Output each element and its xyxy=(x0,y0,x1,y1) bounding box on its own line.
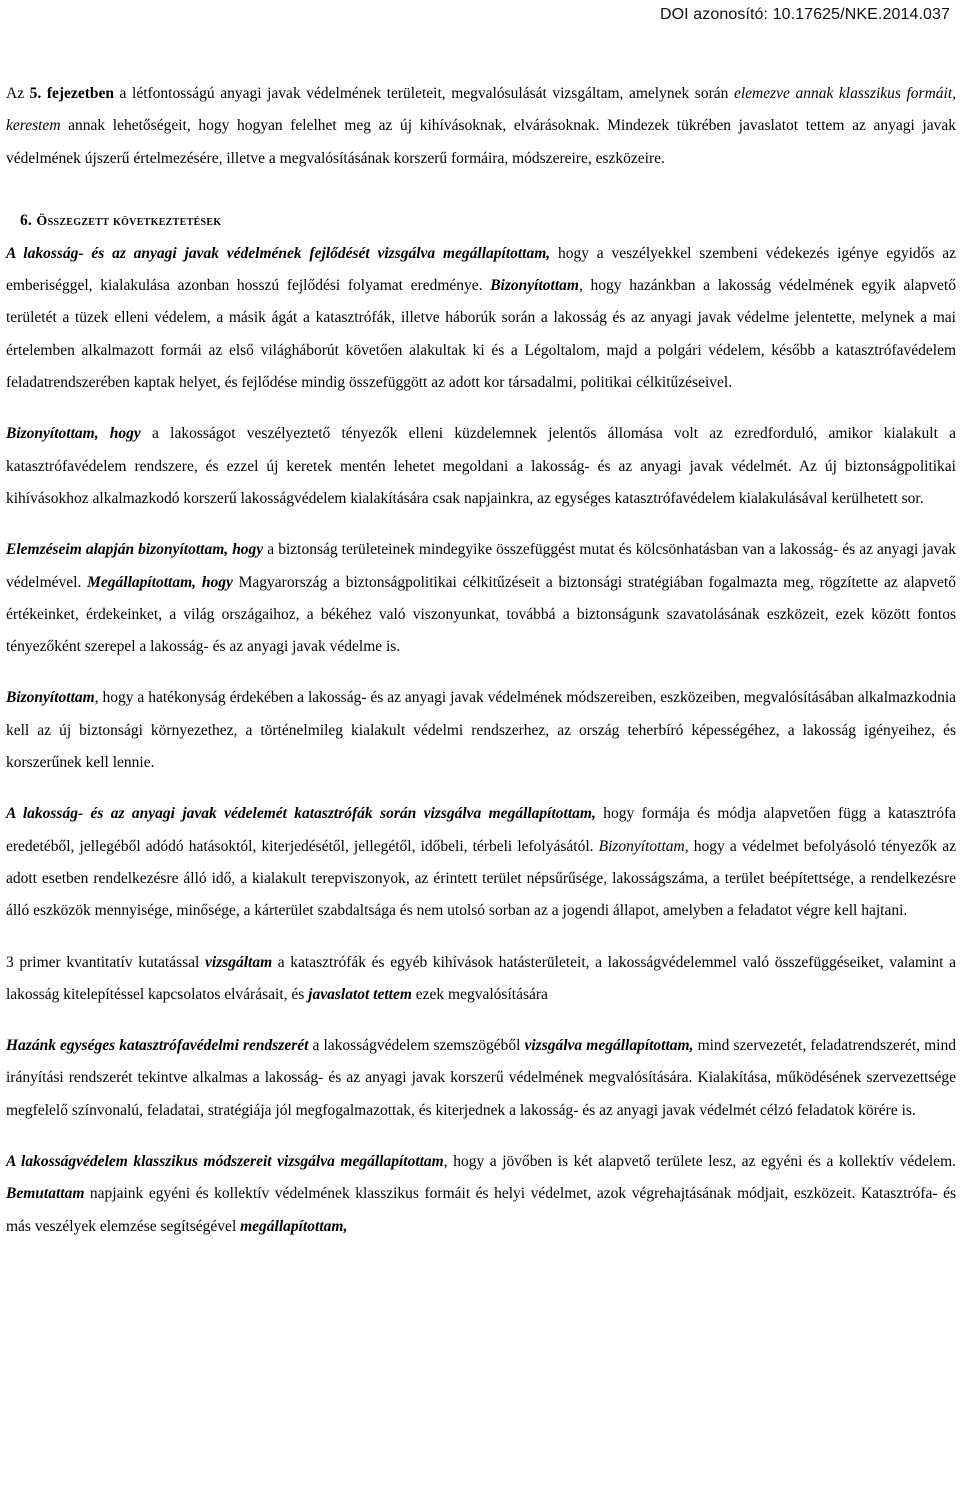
paragraph-8 xyxy=(6,1146,956,1243)
paragraph-text: napjaink egyéni és kollektív védelmének klasszikus formáit és helyi védelmet, azok végrehajtásának módjait, eszközeit. Katasztrófa- és más veszélyek elemzése segítségével xyxy=(6,1185,956,1235)
key-finding: vizsgálva megállapítottam, xyxy=(524,1037,694,1055)
intro-text: annak lehetőségeit, hogy hogyan felelhet meg az új kihívásoknak, elvárásoknak. Mindezek tükrében javaslatot tettem az anyagi javak védelmének újszerű értelmezésére, illetve a megvalósításának korszerű formáira, módszereire, eszközeire. xyxy=(6,117,956,167)
key-finding: Megállapítottam, hogy xyxy=(87,573,233,591)
emphasis-text: Bizonyítottam xyxy=(598,837,685,855)
section-heading xyxy=(6,205,956,238)
paragraph-text: a katasztrófák és egyéb kihívások hatásterületeit, a lakosságvédelemmel való összefüggéseiket, valamint a lakosság kitelepítéssel kapcsolatos elvárásait, és xyxy=(6,953,956,1003)
paragraph-text: a lakosságot veszélyeztető tényezők elleni küzdelemnek jelentős állomása volt az ezredforduló, amikor kialakult a katasztrófavédelem rendszere, és ezzel új keretek mentén lehetet megoldani a lakosság- és az anyagi javak védelmét. Az új biztonságpolitikai kihívásokhoz alkalmazkodó korszerű lakosságvédelem kialakítására csak napjainkra, az egységes katasztrófavédelem kialakulásával kerülhetett sor. xyxy=(6,425,956,507)
paragraph-text: a biztonság területeinek mindegyike összefüggést mutat és kölcsönhatásban van a lakosság- és az anyagi javak védelmével. xyxy=(6,541,956,591)
key-finding: Bizonyítottam, hogy xyxy=(6,425,141,443)
intro-text: Az xyxy=(6,85,30,102)
section-number: 6. xyxy=(20,211,37,229)
paragraph-text: hogy formája és módja alapvetően függ a katasztrófa eredetéből, jellegéből adódó hatásoktól, kiterjedésétől, jellegétől, időbeli, térbeli lefolyásától. xyxy=(6,805,956,855)
key-finding: Bizonyítottam xyxy=(490,277,579,295)
paragraph-text: , hogy a jövőben is két alapvető területe lesz, az egyéni és a kollektív védelem. xyxy=(443,1153,956,1171)
paragraph-4 xyxy=(6,682,956,779)
key-finding: vizsgáltam xyxy=(204,953,273,971)
key-finding: megállapítottam, xyxy=(240,1217,348,1235)
key-finding: Hazánk egységes katasztrófavédelmi rendszerét xyxy=(6,1037,309,1055)
paragraph-7 xyxy=(6,1030,956,1127)
intro-text: a létfontosságú anyagi javak védelmének területeit, megvalósulását vizsgáltam, amelynek során xyxy=(113,85,734,102)
paragraph-1 xyxy=(6,238,956,399)
paragraph-6 xyxy=(6,947,956,1012)
intro-paragraph xyxy=(6,78,956,175)
key-finding: Bemutattam xyxy=(6,1185,85,1203)
paragraph-text: a lakosságvédelem szemszögéből xyxy=(308,1037,525,1055)
emphasis-text: elemezve xyxy=(733,85,790,102)
emphasis-text: annak klasszikus formáit, kerestem xyxy=(6,85,957,135)
key-finding: javaslatot tettem xyxy=(308,985,412,1003)
doi-header: DOI azonosító: 10.17625/NKE.2014.037 xyxy=(659,6,950,23)
paragraph-text: Magyarország a biztonságpolitikai célkitűzéseit a biztonsági stratégiában fogalmazta meg, rögzítette az alapvető értékeinket, érdekeinket, a világ országaihoz, a békéhez való viszonyunkat, továbbá a biztonságunk szavatolásának eszközeit, ezek között fontos tényezőként szerepel a lakosság- és az anyagi javak védelme is. xyxy=(6,573,956,656)
key-finding: Bizonyítottam xyxy=(6,689,95,707)
paragraph-text: , hogy a hatékonyság érdekében a lakosság- és az anyagi javak védelmének módszereiben, eszközeiben, megvalósításában alkalmazkodnia kell az új biztonsági környezethez, a történelmileg kialakult védelmi rendszerhez, az ország teherbíró képességéhez, a lakosság igényeihez, és korszerűnek kell lennie. xyxy=(6,689,956,772)
paragraph-text: mind szervezetét, feladatrendszerét, mind irányítási rendszerét tekintve alkalmas a lakosság- és az anyagi javak korszerű védelmének megvalósítására. Kialakítása, működésének szervezettsége megfelelő színvonalú, feladatai, stratégiája jól megfogalmazottak, és kiterjednek a lakosság- és az anyagi javak védelmét célzó feladatok körére is. xyxy=(6,1037,956,1119)
chapter-reference: 5. fejezetben xyxy=(29,85,114,102)
section-title: Összegzett következtetések xyxy=(36,213,222,229)
paragraph-text: ezek megvalósítására xyxy=(411,985,548,1003)
key-finding: A lakosság- és az anyagi javak védelmének fejlődését vizsgálva megállapítottam, xyxy=(6,244,551,262)
key-finding: A lakosság- és az anyagi javak védelemét katasztrófák során vizsgálva megállapítottam, xyxy=(6,805,596,823)
paragraph-2 xyxy=(6,418,956,515)
key-finding: Elemzéseim alapján bizonyítottam, hogy xyxy=(6,541,264,559)
paragraph-3 xyxy=(6,534,956,663)
paragraph-text: , hogy hazánkban a lakosság védelmének egyik alapvető területét a tüzek elleni védelem, a másik ágát a katasztrófák, illetve háborúk során a lakosság és az anyagi javak védelme jelentette, melynek a mai értelemben alkalmazott formái az első világháborút követően alakultak ki és a Légoltalom, majd a polgári védelem, később a katasztrófavédelem feladatrendszerében kaptak helyet, és fejlődése mindig összefüggött az adott kor társadalmi, politikai célkitűzéseivel. xyxy=(6,277,956,392)
key-finding: A lakosságvédelem klasszikus módszereit vizsgálva megállapítottam xyxy=(6,1153,444,1171)
paragraph-text: , hogy a védelmet befolyásoló tényezők az adott esetben rendelkezésre álló idő, a kialakult terepviszonyok, az érintett terület népsűrűsége, lakosságszáma, a terület beépítettsége, a rendelkezésre álló eszközök mennyisége, minősége, a kárterület szabdaltsága és nem utolsó sorban az a jogendi állapot, amelyben a feladatot végre kell hajtani. xyxy=(6,837,956,920)
paragraph-5 xyxy=(6,798,956,927)
paragraph-text: hogy a veszélyekkel szembeni védekezés igénye egyidős az emberiséggel, kialakulása azonban hosszú fejlődési folyamat eredménye. xyxy=(6,244,956,295)
paragraph-text: 3 primer kvantitatív kutatással xyxy=(6,953,205,971)
document-body xyxy=(6,78,956,1262)
